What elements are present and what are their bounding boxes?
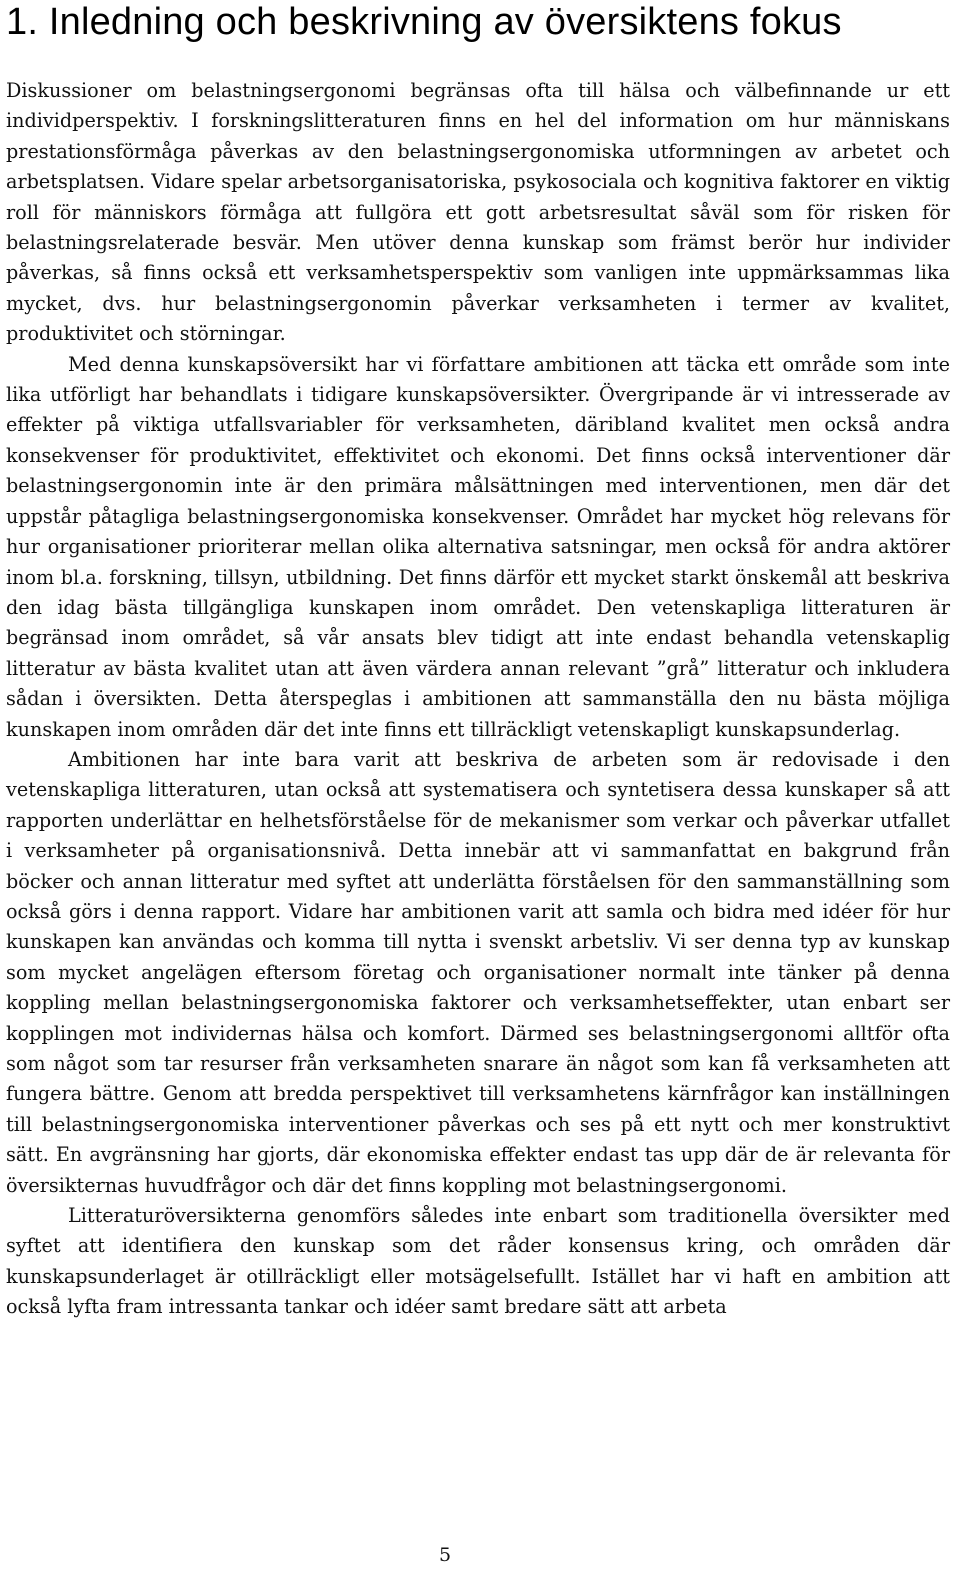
paragraph-ambition: Ambitionen har inte bara varit att beskriva de arbeten som är redovisade i den vetenskapliga litteraturen, utan också att systematisera och syntetisera dessa kunskaper så att rapporten underlättar en helhetsförståelse för de mekanismer som verkar och påverkar utfallet i verksamheter på organisationsnivå. Detta innebär att vi sammanfattat en bakgrund från böcker och annan litteratur med syftet att underlätta förståelsen för den sammanställning som också görs i denna rapport. Vidare har ambitionen varit att samla och bidra med idéer för hur kunskapen kan användas och komma till nytta i svenskt arbetsliv. Vi ser denna typ av kunskap som mycket angelägen eftersom företag och organisationer normalt inte tänker på denna koppling mellan belastningsergonomiska faktorer och verksamhetseffekter, utan enbart ser kopplingen mot individernas hälsa och komfort. Därmed ses belastningsergonomi alltför ofta som något som tar resurser från verksamheten snarare än något som kan få verksamheten att fungera bättre. Genom att bredda perspektivet till verksamhetens kärnfrågor kan inställningen till belastningsergonomiska interventioner påverkas och ses på ett nytt och mer konstruktivt sätt. En avgränsning har gjorts, där ekonomiska effekter endast tas upp där de är relevanta för översikternas huvudfrågor och där det finns koppling mot belastningsergonomi. [6,747,950,1197]
document-page [6,0,950,1323]
section-heading: 1. Inledning och beskrivning av översiktens fokus [6,1,842,43]
page-number: 5 [438,1544,452,1566]
paragraph-literature-reviews: Litteraturöversikterna genomförs således inte enbart som traditionella översikter med syftet att identifiera den kunskap som det råder konsensus kring, och områden där kunskapsunderlaget är otillräckligt eller motsägelsefullt. Istället har vi haft en ambition att också lyfta fram intressanta tankar och idéer samt bredare sätt att arbeta [6,1204,950,1319]
paragraph-intro: Diskussioner om belastningsergonomi begränsas ofta till hälsa och välbefinnande ur ett individperspektiv. I forskningslitteraturen finns en hel del information om hur människans prestationsförmåga påverkas av den belastningsergonomiska utformningen av arbetet och arbetsplatsen. Vidare spelar arbetsorganisatoriska, psykosociala och kognitiva faktorer en viktig roll för människors förmåga att fullgöra ett gott arbetsresultat såväl som för risken för belastningsrelaterade besvär. Men utöver denna kunskap som främst berör hur individer påverkas, så finns också ett verksamhetsperspektiv som vanligen inte uppmärksammas lika mycket, dvs. hur belastningsergonomin påverkar verksamheten i termer av kvalitet, produktivitet och störningar. [6,79,950,346]
paragraph-scope: Med denna kunskapsöversikt har vi författare ambitionen att täcka ett område som inte lika utförligt har behandlats i tidigare kunskapsöversikter. Övergripande är vi intresserade av effekter på viktiga utfallsvariabler för verksamheten, däribland kvalitet men också andra konsekvenser för produktivitet, effektivitet och ekonomi. Det finns också interventioner där belastningsergonomin inte är den primära målsättningen med interventionen, men där det uppstår påtagliga belastningsergonomiska konsekvenser. Området har mycket hög relevans för hur organisationer prioriterar mellan olika alternativa satsningar, men också för andra aktörer inom bl.a. forskning, tillsyn, utbildning. Det finns därför ett mycket starkt önskemål att beskriva den idag bästa tillgängliga kunskapen inom området. Den vetenskapliga litteraturen är begränsad inom området, så vår ansats blev tidigt att inte endast behandla vetenskaplig litteratur av bästa kvalitet utan att även värdera annan relevant ”grå” litteratur och inkludera sådan i översikten. Detta återspeglas i ambitionen att sammanställa den nu bästa möjliga kunskapen inom områden där det inte finns ett tillräckligt vetenskapligt kunskapsunderlag. [6,352,950,741]
